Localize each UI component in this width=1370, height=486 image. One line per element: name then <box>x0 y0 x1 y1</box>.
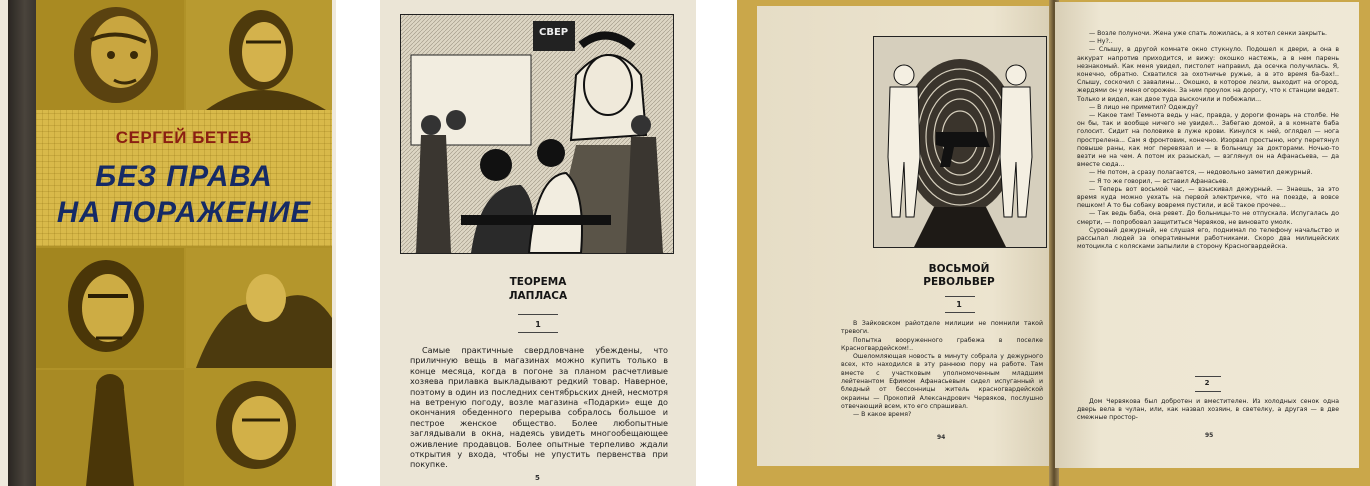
page-95-body-chapter-2 <box>1077 398 1339 423</box>
page-94-body <box>841 320 1043 420</box>
chapter-number: 1 <box>956 300 962 309</box>
page-94 <box>757 6 1051 466</box>
paragraph: — Не потом, а сразу полагается, — недовольно заметил дежурный. <box>1089 169 1313 177</box>
paragraph: — Возле полуночи. Жена уже спать ложилась, а я хотел сенки закрыть. <box>1089 30 1327 37</box>
cover-title-line1: БЕЗ ПРАВА <box>95 160 273 193</box>
book-cover-photo <box>0 0 336 486</box>
paragraph: — Какое там! Темнота ведь у нас, правда, у дороги фонарь на столбе. Не он бы, так и вообще ничего не увидел... Забегаю домой, а в комнате баба голосит. Сидит на половике в луже крови. Кинулся к ней, оглядел — нога прострелена... Сам я фронтовик, конечно. Изорвал простыню, ногу перетянул повыше раны, как мог перевязал и — в больницу за докторами. Ночью-то везти не на чем. А потом их разыскал, — взглянул он на Афанасьева, — да вместе сюда... <box>1077 112 1339 169</box>
cover-author: СЕРГЕЙ БЕТЕВ <box>115 128 253 147</box>
page-number: 95 <box>1205 432 1214 439</box>
chapter-number: 2 <box>1204 379 1210 387</box>
paragraph: Ошеломляющая новость в минуту собрала у дежурного всех, кто находился в эту раннюю пору на работе. Там вместе с участковым уполномоченным младшим лейтенантом Ефимом Афанасьевым сидел испуганный и бледный от бессонницы житель красногвардейской окраины — Прокопий Александрович Червяков, послушно отвечающий всем, кто его спрашивал. <box>841 353 1043 410</box>
chapter-title-line2: ЛАПЛАСА <box>508 290 568 302</box>
cover-title-line2: НА ПОРАЖЕНИЕ <box>56 196 312 229</box>
chapter-rule-top <box>1195 376 1221 377</box>
paragraph: В Зайковском райотделе милиции не помнили такой тревоги. <box>841 320 1043 336</box>
page-5-body <box>410 345 668 470</box>
chapter-rule-bottom <box>945 312 975 313</box>
page-94-illustration <box>873 36 1047 248</box>
cover-portrait-bottom-left <box>36 370 184 486</box>
page-5-photo <box>380 0 696 486</box>
paragraph: — Ну?.. <box>1089 38 1113 46</box>
cover-portrait-mid-left <box>36 248 184 368</box>
chapter-rule-bottom <box>518 332 558 333</box>
paragraph: — В лицо не приметил? Одежду? <box>1089 103 1199 111</box>
paragraph: — Я то же говорил, — вставил Афанасьев. <box>1089 177 1229 185</box>
chapter-rule-top <box>518 314 558 315</box>
paragraph: Попытка вооруженного грабежа в поселке Красногвардейском!.. <box>841 336 1043 352</box>
cover-board <box>36 0 332 486</box>
chapter-title-line2: РЕВОЛЬВЕР <box>923 276 995 288</box>
cover-portrait-top-right <box>186 0 332 110</box>
cover-portrait-top-left <box>36 0 184 110</box>
paragraph: Дом Червякова был добротен и вместителен. Из холодных сенок одна дверь вела в чулан, или, как назвал хозяин, в светелку, а другая — в две смежные простор- <box>1077 398 1339 422</box>
page-5-illustration <box>400 14 674 254</box>
chapter-rule-top <box>945 296 975 297</box>
paragraph: — Слышу, в другой комнате окно стукнуло. Подошел к двери, а она в аккурат напротив приходится, и вижу: окошко настежь, а в нем парень незнакомый. Как меня увидел, пистолет направил, да осечка получилась. Я, конечно, обратно. Схватился за охотничье ружье, а в это время ба-бах!.. Слышу, соскочил с завалины... Окошко, в которое лезли, выходит на огород, жердями он у меня огорожен. За ним проулок на дорогу, что к станции ведет. Только и видел, как двое туда выскочили и побежали... <box>1077 46 1339 103</box>
page-95-body <box>1077 30 1339 251</box>
paragraph: — В какое время? <box>853 411 912 419</box>
cover-portrait-mid-right <box>186 248 332 368</box>
paragraph: — Теперь вот восьмой час, — взыскивал дежурный. — Знаешь, за это время куда можно уехать на первой электричке, что на поезде, а вовсе пешком! А то бы собаку вовремя пустили, и всё такое прочее... <box>1077 185 1339 210</box>
storefront-sign: СВЕР <box>539 27 569 38</box>
book-spine <box>8 0 36 486</box>
paragraph: — Так ведь баба, она ревет. До больницы-то не отпускала. Испугалась до смерти, — попробовал защититься Червяков, не виновато умолк. <box>1077 210 1339 226</box>
cover-portrait-bottom-right <box>186 370 332 486</box>
paragraph: Самые практичные свердловчане убеждены, что приличную вещь в магазинах можно купить только в конце месяца, когда в погоне за планом расчетливые хозяева прилавка выкладывают редкий товар. Наверное, поэтому в один из последних сентябрьских дней, несмотря на ветреную погоду, возле магазина «Подарки» еще до окончания обеденного перерыва собралось большое и пестрое женское общество. Более любопытные заглядывали в окна, надеясь увидеть многообещающее оживление продавцов. Более опытные терпеливо ждали открытия у входа, чтобы не упустить первенства при покупке. <box>410 345 668 470</box>
chapter-title-line1: ВОСЬМОЙ <box>928 263 990 275</box>
chapter-title-line1: ТЕОРЕМА <box>509 276 567 288</box>
open-book-spread-photo <box>737 0 1370 486</box>
paragraph: Суровый дежурный, не слушая его, поднимал по телефону начальство и рассылал людей за оперативными работниками. Скоро два милицейских мотоцикла с колясками запылили в сторону Красногвардейска. <box>1077 226 1339 251</box>
page-number: 5 <box>535 474 540 482</box>
chapter-rule-bottom <box>1195 391 1221 392</box>
page-number: 94 <box>937 434 946 441</box>
chapter-number: 1 <box>535 320 541 329</box>
page-95 <box>1055 2 1359 468</box>
